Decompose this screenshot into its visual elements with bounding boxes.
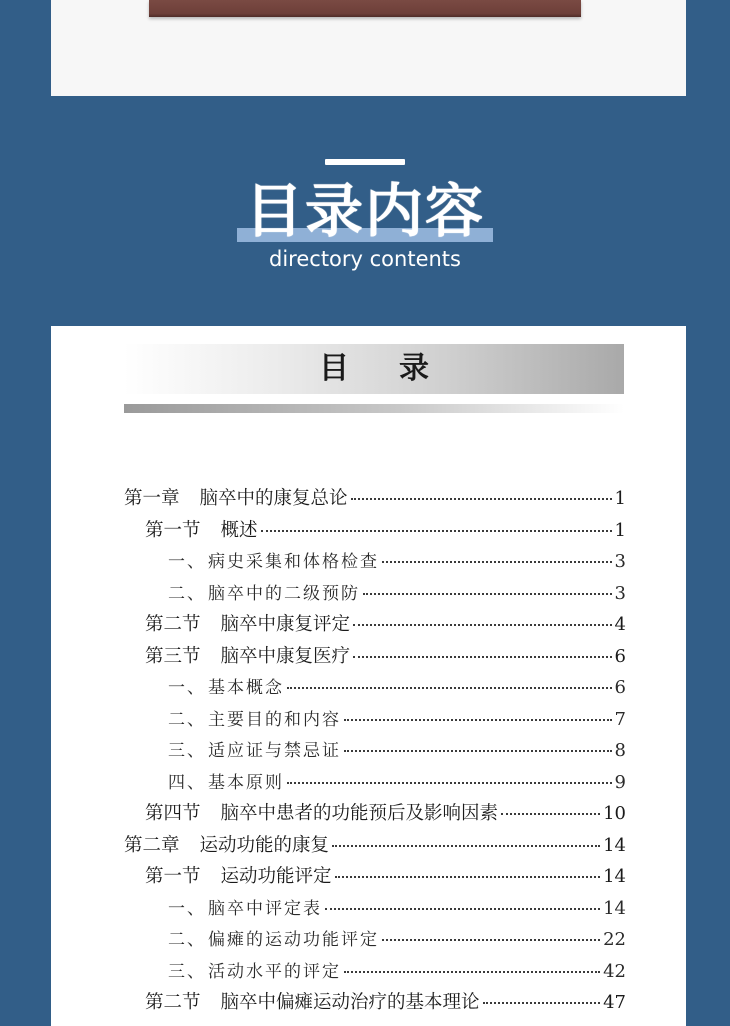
toc-entry-page: 47 (603, 992, 626, 1013)
toc-entry (124, 831, 626, 863)
toc-heading: 目录 (319, 351, 479, 386)
toc-leader-dots (363, 593, 612, 595)
toc-entry-page: 14 (603, 866, 626, 887)
toc-entry-number: 四、 (168, 772, 206, 793)
toc-entry-page: 1 (614, 488, 626, 509)
toc-entry-title: 偏瘫的运动功能评定 (208, 930, 379, 950)
toc-entry-title: 脑卒中康复医疗 (220, 645, 351, 667)
book-cover-edge (149, 0, 581, 17)
toc-list (124, 484, 626, 1020)
toc-entry-title: 概述 (220, 519, 258, 541)
toc-entry (124, 610, 626, 642)
toc-entry-number: 第一节 (145, 519, 201, 541)
toc-entry-title: 适应证与禁忌证 (208, 741, 341, 761)
toc-leader-dots (335, 876, 601, 878)
toc-entry-number: 第二节 (145, 992, 201, 1013)
toc-entry-page: 4 (614, 614, 626, 635)
toc-leader-dots (353, 624, 612, 626)
toc-entry-number: 三、 (168, 741, 206, 761)
toc-leader-dots (261, 530, 612, 532)
toc-entry (124, 799, 626, 831)
toc-entry (124, 957, 626, 989)
toc-leader-dots (344, 719, 612, 721)
toc-entry-number: 二、 (168, 583, 206, 604)
toc-entry-number: 三、 (168, 961, 206, 982)
toc-entry (124, 642, 626, 674)
toc-leader-dots (287, 687, 612, 689)
toc-entry-title: 活动水平的评定 (208, 961, 341, 982)
toc-entry-number: 第四节 (145, 803, 201, 824)
toc-entry-title: 脑卒中患者的功能预后及影响因素 (220, 803, 499, 824)
toc-leader-dots (287, 782, 612, 784)
toc-entry (124, 862, 626, 894)
toc-entry-title: 病史采集和体格检查 (208, 552, 379, 572)
toc-entry-number: 一、 (168, 678, 206, 698)
toc-leader-dots (332, 845, 600, 847)
toc-entry (124, 736, 626, 768)
toc-leader-dots (382, 561, 612, 563)
toc-entry (124, 768, 626, 800)
toc-leader-dots (483, 1002, 601, 1004)
toc-entry (124, 516, 626, 548)
toc-leader-dots (353, 656, 612, 658)
toc-divider (124, 404, 624, 413)
section-header (237, 178, 493, 244)
toc-entry-title: 脑卒中的二级预防 (208, 583, 360, 604)
toc-entry-number: 二、 (168, 930, 206, 950)
toc-entry-page: 3 (614, 582, 626, 604)
toc-entry-title: 基本概念 (208, 678, 284, 698)
section-title: 目录内容 (244, 177, 485, 245)
toc-entry-page: 1 (614, 519, 626, 541)
toc-entry-title: 脑卒中评定表 (208, 898, 322, 919)
toc-entry-number: 第一节 (145, 866, 201, 887)
toc-entry-number: 第二节 (145, 614, 201, 635)
toc-entry-page: 8 (614, 740, 626, 761)
toc-entry-page: 42 (603, 960, 626, 982)
toc-leader-dots (344, 971, 600, 973)
toc-entry (124, 484, 626, 516)
toc-entry-number: 第一章 (124, 488, 180, 509)
toc-entry-page: 7 (614, 708, 626, 730)
toc-leader-dots (351, 498, 612, 500)
toc-entry-page: 14 (603, 897, 626, 919)
toc-entry-page: 6 (614, 645, 626, 667)
toc-entry-title: 运动功能评定 (220, 866, 332, 887)
toc-entry-title: 脑卒中康复评定 (220, 614, 351, 635)
toc-entry-page: 6 (614, 677, 626, 698)
toc-entry (124, 705, 626, 737)
toc-entry-number: 第三节 (145, 645, 201, 667)
toc-entry-page: 10 (603, 803, 626, 824)
toc-entry-page: 3 (614, 551, 626, 572)
toc-entry (124, 673, 626, 705)
toc-entry (124, 547, 626, 579)
toc-entry-title: 主要目的和内容 (208, 709, 341, 730)
toc-entry-number: 第二章 (124, 834, 180, 856)
toc-banner (124, 344, 624, 394)
toc-entry (124, 579, 626, 611)
toc-entry-page: 9 (614, 771, 626, 793)
section-subtitle: directory contents (269, 247, 461, 271)
toc-leader-dots (382, 939, 600, 941)
toc-page (51, 326, 686, 1026)
toc-entry-title: 脑卒中的康复总论 (199, 488, 348, 509)
toc-entry-page: 14 (603, 834, 626, 856)
toc-entry-number: 一、 (168, 552, 206, 572)
toc-leader-dots (344, 750, 612, 752)
toc-entry (124, 988, 626, 1020)
toc-entry (124, 925, 626, 957)
toc-entry-page: 22 (603, 929, 626, 950)
top-card (51, 0, 686, 96)
toc-entry-number: 一、 (168, 898, 206, 919)
toc-entry (124, 894, 626, 926)
toc-leader-dots (325, 908, 600, 910)
toc-leader-dots (501, 813, 600, 815)
toc-entry-title: 运动功能的康复 (199, 834, 330, 856)
header-decoration-bar (325, 159, 405, 165)
toc-entry-number: 二、 (168, 709, 206, 730)
toc-entry-title: 脑卒中偏瘫运动治疗的基本理论 (220, 992, 480, 1013)
toc-entry-title: 基本原则 (208, 772, 284, 793)
